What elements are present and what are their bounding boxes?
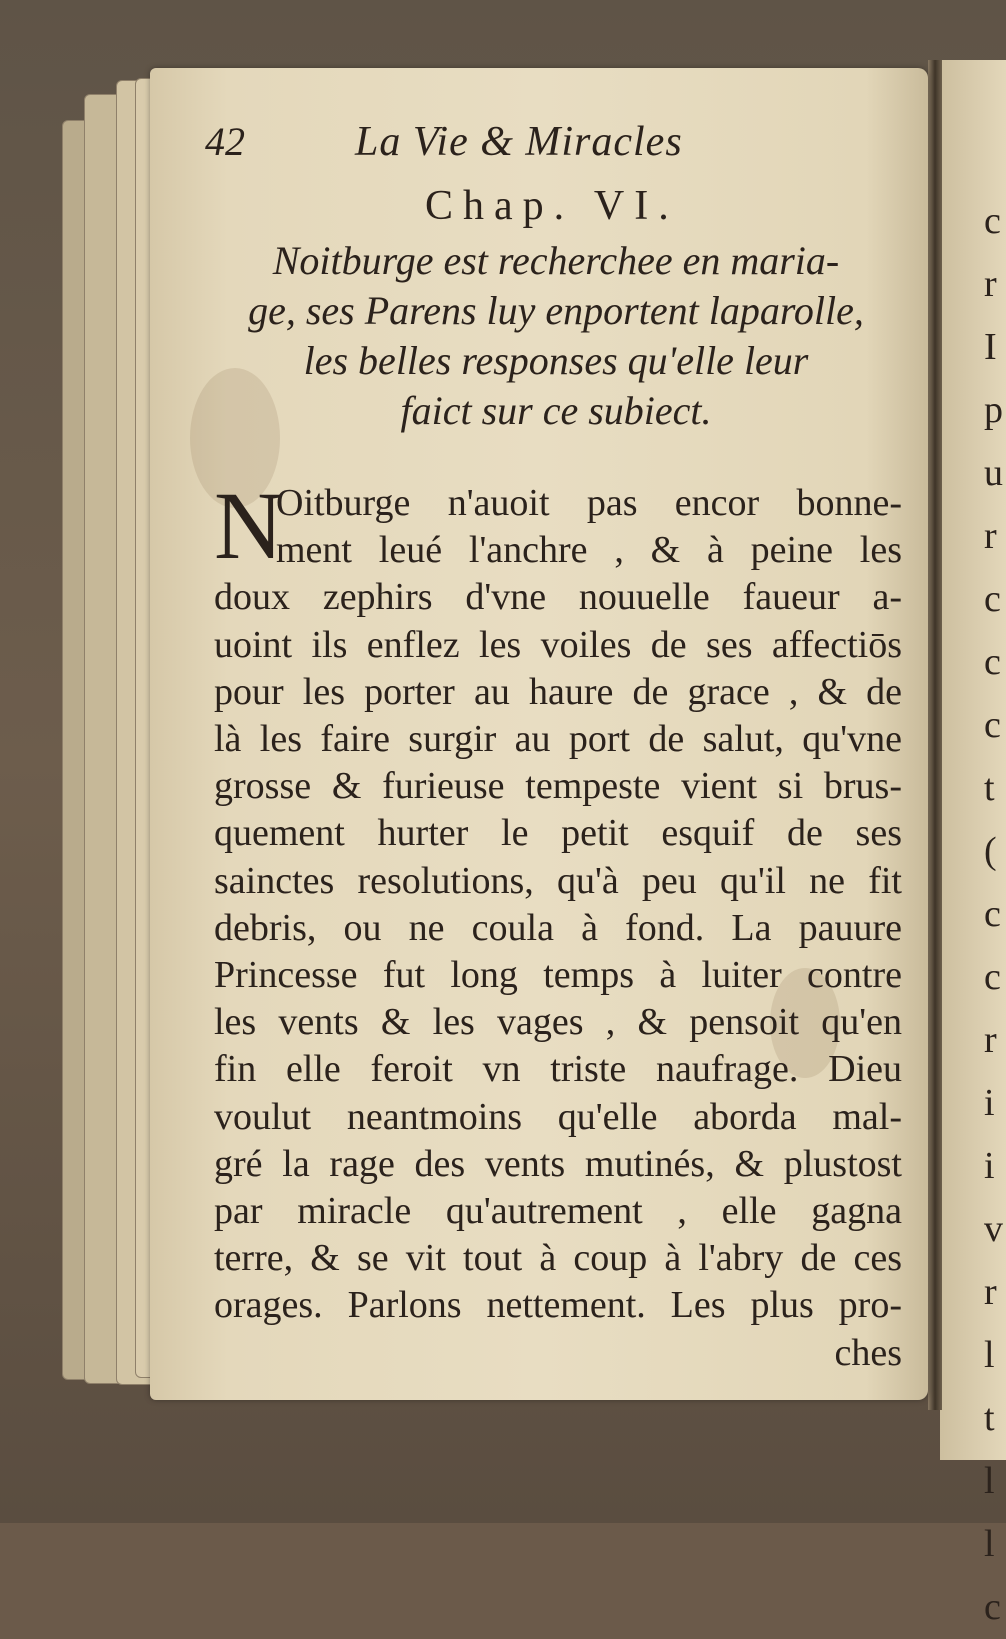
- body-line: par miracle qu'autrement , elle gagna: [214, 1190, 902, 1233]
- facing-page-letter: c: [984, 578, 1001, 620]
- body-text: [214, 472, 902, 1377]
- body-line: les vents & les vages , & pensoit qu'en: [214, 1001, 902, 1044]
- facing-page-letter: (: [984, 830, 997, 872]
- facing-page-letter: r: [984, 1019, 997, 1061]
- running-header: [205, 118, 765, 178]
- facing-page-letter: c: [984, 641, 1001, 683]
- facing-page-letter: t: [984, 1397, 995, 1439]
- facing-page-letter: c: [984, 704, 1001, 746]
- facing-page-letter: c: [984, 956, 1001, 998]
- facing-page-letter: u: [984, 452, 1003, 494]
- facing-page-letter: i: [984, 1082, 995, 1124]
- body-line: Oitburge n'auoit pas encor bonne-: [276, 482, 902, 524]
- facing-page-letter: r: [984, 263, 997, 305]
- body-line: ment leué l'anchre , & à peine les: [276, 529, 902, 572]
- facing-page-letter: I: [984, 326, 997, 368]
- catchword: ches: [834, 1331, 902, 1374]
- facing-page-letter: i: [984, 1145, 995, 1187]
- summary-line: les belles responses qu'elle leur: [303, 338, 809, 383]
- book-gutter: [928, 60, 942, 1410]
- facing-page-letter: t: [984, 767, 995, 809]
- facing-page-letter: c: [984, 200, 1001, 242]
- body-line: Princesse fut long temps à luiter contre: [214, 954, 902, 997]
- facing-page-letter: l: [984, 1523, 995, 1565]
- body-line: là les faire surgir au port de salut, qu'vne: [214, 718, 902, 761]
- body-line: orages. Parlons nettement. Les plus pro-: [214, 1284, 902, 1327]
- facing-page-letter: c: [984, 893, 1001, 935]
- summary-line: Noitburge est recherchee en maria-: [272, 238, 840, 283]
- facing-page-letter: v: [984, 1208, 1003, 1250]
- body-line: quement hurter le petit esquif de ses: [214, 812, 902, 855]
- body-line: sainctes resolutions, qu'à peu qu'il ne fit: [214, 859, 902, 902]
- body-line: terre, & se vit tout à coup à l'abry de ces: [214, 1237, 902, 1280]
- body-line: gré la rage des vents mutinés, & plustost: [214, 1142, 902, 1185]
- body-line: fin elle feroit vn triste naufrage. Dieu: [214, 1048, 902, 1091]
- summary-line: faict sur ce subiect.: [400, 388, 712, 433]
- chapter-summary: [200, 236, 912, 436]
- facing-page-letter: r: [984, 515, 997, 557]
- drop-cap: N: [214, 472, 284, 579]
- facing-page-letter: l: [984, 1460, 995, 1502]
- facing-page-edge-text: [984, 190, 1006, 1639]
- summary-line: ge, ses Parens luy enportent laparolle,: [248, 288, 864, 333]
- body-line: grosse & furieuse tempeste vient si brus-: [214, 765, 902, 808]
- running-title: La Vie & Miracles: [355, 119, 683, 165]
- chapter-heading: Chap. VI.: [425, 183, 679, 229]
- body-line: voulut neantmoins qu'elle aborda mal-: [214, 1095, 902, 1138]
- facing-page-letter: c: [984, 1586, 1001, 1628]
- body-line: doux zephirs d'vne nouuelle faueur a-: [214, 576, 902, 619]
- body-line: pour les porter au haure de grace , & de: [214, 670, 902, 713]
- facing-page-letter: p: [984, 389, 1003, 431]
- page-number: 42: [205, 119, 245, 164]
- body-line: uoint ils enflez les voiles de ses affectiōs: [214, 623, 902, 666]
- body-line: debris, ou ne coula à fond. La pauure: [214, 906, 902, 949]
- facing-page-letter: r: [984, 1271, 997, 1313]
- facing-page-letter: l: [984, 1334, 995, 1376]
